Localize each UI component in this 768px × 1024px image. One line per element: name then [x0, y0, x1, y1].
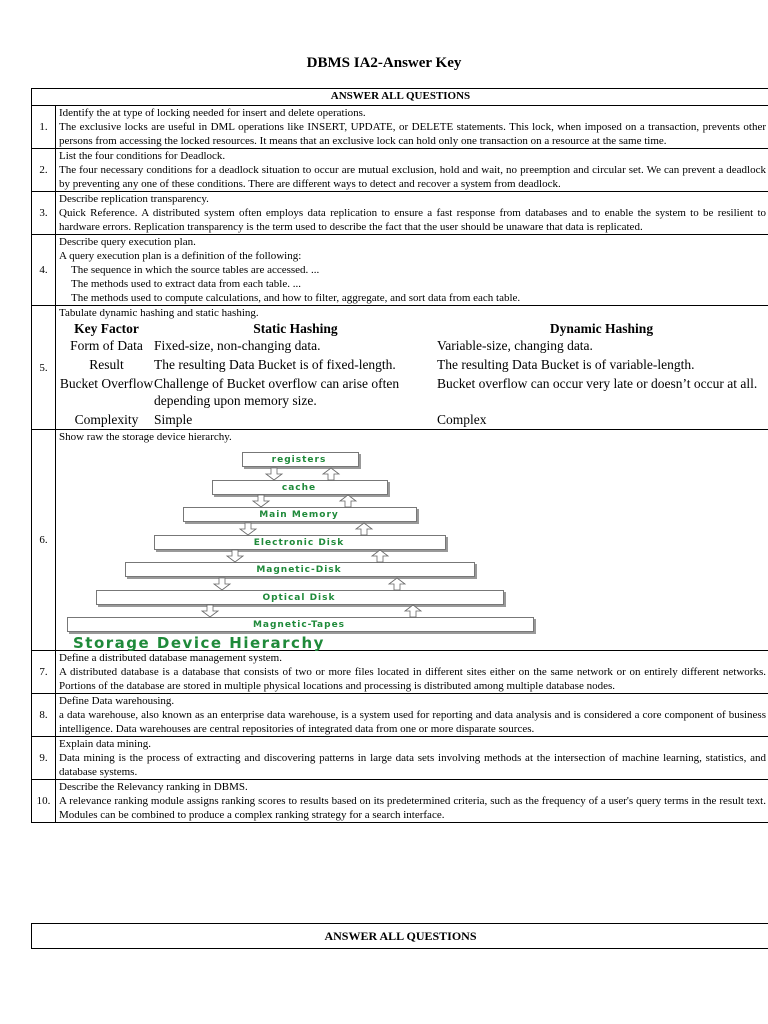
- question-text: Define Data warehousing.: [59, 695, 175, 707]
- hash-row: [59, 336, 766, 355]
- answer-text: A distributed database is a database that consists of two or more files located in different sites either on the same network or on entirely different networks. Portions of the database are stored in multiple physical locations and processing is distributed among multiple database nodes.: [59, 666, 766, 692]
- question-text: Identify the at type of locking needed for insert and delete operations.: [59, 107, 366, 119]
- question-row-5: [32, 306, 768, 430]
- hash-cell: Form of Data: [70, 338, 143, 353]
- question-text: Tabulate dynamic hashing and static hashing.: [59, 307, 259, 319]
- question-cell: [56, 694, 768, 737]
- question-number: 1.: [32, 106, 56, 149]
- question-cell: [56, 306, 768, 430]
- table-header: ANSWER ALL QUESTIONS: [32, 89, 768, 106]
- arrow-down-icon: [211, 577, 233, 591]
- answer-text: A query execution plan is a definition of the following:: [59, 250, 302, 262]
- answer-text: Quick Reference. A distributed system often employs data replication to ensure a fast response from databases and to enable the system to be resilient to hardware errors. Replication transparency is the term used to describe the fact that the user should be unaware that data is replicated.: [59, 207, 766, 233]
- hash-cell: Bucket Overflow: [59, 376, 154, 391]
- hierarchy-level-label: cache: [281, 482, 317, 493]
- hierarchy-caption: Storage Device Hierarchy: [73, 634, 325, 652]
- hash-cell: Complexity: [74, 412, 139, 427]
- arrow-up-icon: [353, 522, 375, 536]
- answer-text: A relevance ranking module assigns ranking scores to results based on its predetermined criteria, such as the frequency of a user's query terms in the result text. Modules can be combined to produce a complex ranking strategy for a search interface.: [59, 795, 766, 821]
- question-text: Define a distributed database management system.: [59, 652, 282, 664]
- question-cell: [56, 192, 768, 235]
- question-row-2: [32, 149, 768, 192]
- hash-header-dynamic: Dynamic Hashing: [549, 321, 654, 336]
- hash-header-key-factor: Key Factor: [74, 321, 139, 336]
- answer-text: The exclusive locks are useful in DML operations like INSERT, UPDATE, or DELETE statements. This lock, when imposed on a transaction, prevents other persons from accessing the locked resources. It means that an exclusive lock can hold only one transaction on a resource at the same time.: [59, 121, 766, 147]
- list-item: The methods used to compute calculations, and how to filter, aggregate, and sort data from each table.: [71, 292, 521, 304]
- answer-text: Data mining is the process of extracting and discovering patterns in large data sets involving methods at the intersection of machine learning, statistics, and database systems.: [59, 752, 766, 778]
- table-header-row: [32, 89, 768, 106]
- question-row-1: [32, 106, 768, 149]
- hierarchy-level-label: Magnetic-Tapes: [252, 620, 346, 630]
- question-row-7: [32, 651, 768, 694]
- hierarchy-level-label: Electronic Disk: [253, 537, 345, 548]
- question-row-6: [32, 430, 768, 651]
- arrow-down-icon: [237, 522, 259, 536]
- hash-cell: Bucket overflow can occur very late or doesn’t occur at all.: [437, 376, 758, 391]
- hash-cell: Simple: [154, 412, 193, 427]
- question-number: 6.: [32, 430, 56, 651]
- question-text: List the four conditions for Deadlock.: [59, 150, 226, 162]
- question-text: Explain data mining.: [59, 738, 151, 750]
- hash-cell: Complex: [437, 412, 487, 427]
- storage-hierarchy-diagram: [59, 446, 766, 650]
- hash-row: [59, 410, 766, 429]
- question-cell: [56, 780, 768, 823]
- question-text: Show raw the storage device hierarchy.: [59, 431, 232, 443]
- question-text: Describe query execution plan.: [59, 236, 196, 248]
- arrow-up-icon: [386, 577, 408, 591]
- hierarchy-level-label: registers: [271, 455, 327, 465]
- arrow-down-icon: [250, 494, 272, 508]
- question-row-8: [32, 694, 768, 737]
- question-row-10: [32, 780, 768, 823]
- hash-cell: Variable-size, changing data.: [437, 338, 593, 353]
- arrow-up-icon: [337, 494, 359, 508]
- hash-cell: The resulting Data Bucket is of variable-length.: [437, 357, 695, 372]
- question-number: 8.: [32, 694, 56, 737]
- hierarchy-level-label: Magnetic-Disk: [256, 565, 342, 575]
- question-cell: [56, 235, 768, 306]
- question-number: 9.: [32, 737, 56, 780]
- answer-key-table: [31, 88, 768, 823]
- question-text: Describe replication transparency.: [59, 193, 209, 205]
- question-row-9: [32, 737, 768, 780]
- question-number: 3.: [32, 192, 56, 235]
- question-cell: [56, 106, 768, 149]
- question-row-3: [32, 192, 768, 235]
- question-number: 4.: [32, 235, 56, 306]
- question-row-4: [32, 235, 768, 306]
- arrow-down-icon: [199, 604, 221, 618]
- hash-cell: Fixed-size, non-changing data.: [154, 338, 321, 353]
- answer-text: a data warehouse, also known as an enterprise data warehouse, is a system used for reporting and data analysis and is considered a core component of business intelligence. Data warehouses are central repositories of integrated data from one or more disparate sources.: [59, 709, 766, 735]
- question-cell: [56, 737, 768, 780]
- hash-cell: Result: [89, 357, 124, 372]
- list-item: The methods used to extract data from each table. ...: [71, 278, 301, 290]
- arrow-down-icon: [224, 549, 246, 563]
- arrow-up-icon: [320, 467, 342, 481]
- footer-section-header: ANSWER ALL QUESTIONS: [31, 923, 768, 949]
- hashing-comparison-table: [59, 322, 766, 429]
- question-number: 7.: [32, 651, 56, 694]
- page-title: DBMS IA2-Answer Key: [306, 55, 462, 71]
- question-number: 5.: [32, 306, 56, 430]
- hash-cell: The resulting Data Bucket is of fixed-length.: [154, 357, 396, 372]
- question-number: 10.: [32, 780, 56, 823]
- answer-text: The four necessary conditions for a deadlock situation to occur are mutual exclusion, hold and wait, no preemption and circular set. We can prevent a deadlock by preventing any one of these conditions. There are different ways to detect and recover a system from deadlock.: [59, 164, 766, 190]
- hash-header-static: Static Hashing: [253, 321, 338, 336]
- arrow-down-icon: [263, 467, 285, 481]
- question-text: Describe the Relevancy ranking in DBMS.: [59, 781, 248, 793]
- question-cell: [56, 149, 768, 192]
- hierarchy-level-label: Main Memory: [259, 510, 339, 520]
- question-cell: [56, 651, 768, 694]
- arrow-up-icon: [369, 549, 391, 563]
- hash-cell: Challenge of Bucket overflow can arise often depending upon memory size.: [154, 376, 400, 408]
- question-number: 2.: [32, 149, 56, 192]
- hierarchy-level-label: Optical Disk: [262, 592, 336, 603]
- arrow-up-icon: [402, 604, 424, 618]
- question-cell: [56, 430, 768, 651]
- hash-row: [59, 374, 766, 410]
- hash-row: [59, 355, 766, 374]
- list-item: The sequence in which the source tables are accessed. ...: [71, 264, 320, 276]
